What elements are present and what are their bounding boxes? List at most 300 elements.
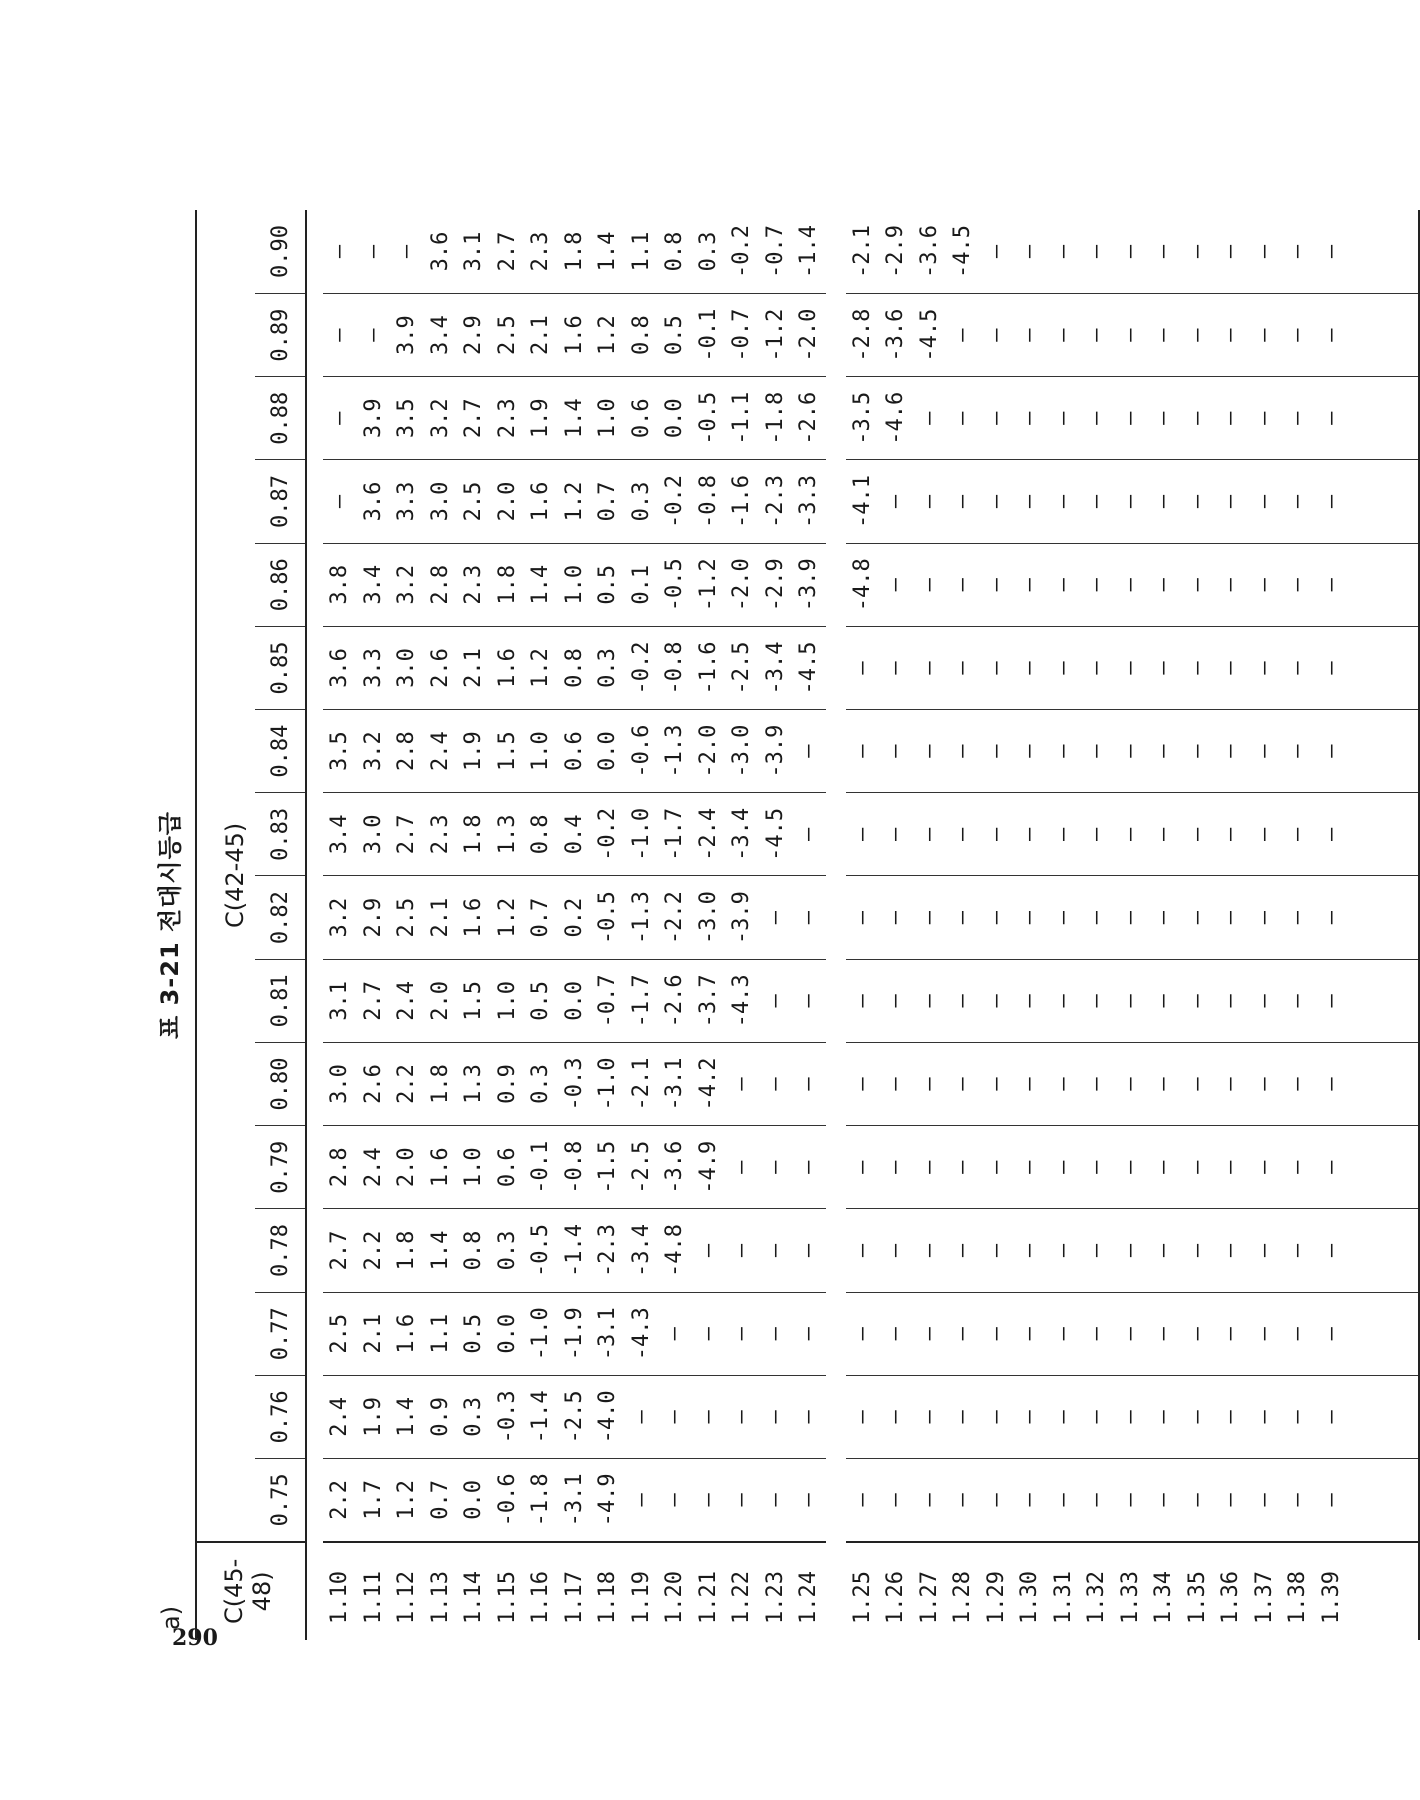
table-cell: —	[1047, 543, 1081, 626]
table-cell: -2.2	[658, 876, 692, 959]
table-cell: 2.4	[424, 710, 458, 793]
table-cell: 2.8	[390, 710, 424, 793]
table-cell: —	[1281, 543, 1315, 626]
table-cell: —	[1214, 626, 1248, 709]
table-cell: 2.4	[357, 1126, 391, 1209]
table-cell: —	[1281, 959, 1315, 1042]
table-cell: 1.4	[524, 543, 558, 626]
table-cell: -0.3	[558, 1042, 592, 1125]
table-cell: -1.3	[625, 876, 659, 959]
table-cell: 1.2	[591, 293, 625, 376]
table-cell: —	[980, 793, 1014, 876]
table-cell: —	[846, 1375, 880, 1458]
table-cell: —	[1080, 1209, 1114, 1292]
table-cell: —	[792, 793, 826, 876]
table-cell: -1.6	[725, 460, 759, 543]
table-cell: —	[1315, 626, 1349, 709]
table-cell: 1.1	[424, 1292, 458, 1375]
table-cell: -0.5	[591, 876, 625, 959]
table-cell: -1.2	[759, 293, 793, 376]
column-group-header: C(42-45)	[196, 210, 255, 1542]
table-cell: 2.5	[491, 293, 525, 376]
row-label: 1.33	[1117, 1571, 1143, 1624]
table-cell: -0.7	[725, 293, 759, 376]
table-cell: 2.6	[357, 1042, 391, 1125]
table-cell: —	[913, 377, 947, 460]
table-cell: —	[879, 1126, 913, 1209]
table-cell: —	[1248, 1209, 1282, 1292]
table-cell: 0.7	[591, 460, 625, 543]
table-cell: —	[846, 1042, 880, 1125]
column-header: 0.84	[255, 710, 306, 793]
table-row	[1047, 210, 1081, 1640]
table-cell: 1.3	[457, 1042, 491, 1125]
table-cell: 0.3	[591, 626, 625, 709]
table-cell: —	[323, 460, 357, 543]
table-cell: —	[1080, 210, 1114, 293]
table-cell: —	[1013, 377, 1047, 460]
table-row	[323, 210, 357, 1640]
table-cell: 2.8	[424, 543, 458, 626]
table-label: a)	[157, 1605, 185, 1630]
table-cell: 3.0	[323, 1042, 357, 1125]
table-cell: —	[1047, 710, 1081, 793]
table-cell: —	[913, 1042, 947, 1125]
table-cell: —	[1147, 1292, 1181, 1375]
table-cell: —	[1114, 1459, 1148, 1542]
table-cell: —	[1047, 293, 1081, 376]
table-cell: 2.5	[390, 876, 424, 959]
column-header-row	[255, 210, 306, 1640]
table-cell: —	[879, 1459, 913, 1542]
table-row	[524, 210, 558, 1640]
table-cell: —	[1281, 460, 1315, 543]
table-cell: —	[1315, 1126, 1349, 1209]
table-cell: —	[946, 876, 980, 959]
table-cell: -4.9	[692, 1126, 726, 1209]
row-label: 1.16	[528, 1571, 554, 1624]
column-header: 0.79	[255, 1126, 306, 1209]
table-cell: —	[1080, 1042, 1114, 1125]
row-header: C(45-48)	[196, 1542, 306, 1640]
table-cell: —	[323, 377, 357, 460]
table-row	[491, 210, 525, 1640]
table-cell: —	[1281, 710, 1315, 793]
table-cell: -4.3	[725, 959, 759, 1042]
table-cell: -3.1	[658, 1042, 692, 1125]
column-header: 0.89	[255, 293, 306, 376]
table-cell: -0.6	[625, 710, 659, 793]
table-cell: —	[692, 1375, 726, 1458]
table-cell: —	[1281, 1375, 1315, 1458]
table-cell: —	[658, 1292, 692, 1375]
table-cell: -3.4	[759, 626, 793, 709]
table-cell: —	[1147, 543, 1181, 626]
table-cell: 1.8	[424, 1042, 458, 1125]
table-cell: —	[1181, 1292, 1215, 1375]
table-row	[980, 210, 1014, 1640]
table-cell: —	[1147, 1459, 1181, 1542]
table-cell: -1.8	[524, 1459, 558, 1542]
column-header: 0.76	[255, 1375, 306, 1458]
table-cell: —	[692, 1292, 726, 1375]
table-cell: 2.5	[323, 1292, 357, 1375]
table-cell: —	[846, 710, 880, 793]
column-header: 0.88	[255, 377, 306, 460]
table-cell: 1.3	[491, 793, 525, 876]
table-cell: —	[759, 876, 793, 959]
table-row	[1114, 210, 1148, 1640]
table-cell: —	[946, 1209, 980, 1292]
table-cell: —	[1080, 959, 1114, 1042]
table-cell: —	[323, 293, 357, 376]
table-cell: —	[1214, 1375, 1248, 1458]
table-cell: 0.8	[457, 1209, 491, 1292]
table-row	[1147, 210, 1181, 1640]
table-cell: -2.5	[558, 1375, 592, 1458]
table-cell: —	[1013, 293, 1047, 376]
table-cell: —	[1013, 793, 1047, 876]
table-cell: 2.4	[390, 959, 424, 1042]
table-cell: —	[980, 377, 1014, 460]
table-cell: —	[1047, 626, 1081, 709]
table-cell: —	[1281, 1209, 1315, 1292]
table-cell: —	[1181, 1042, 1215, 1125]
table-cell: —	[1281, 793, 1315, 876]
column-header: 0.81	[255, 959, 306, 1042]
table-row	[913, 210, 947, 1640]
table-cell: 1.6	[457, 876, 491, 959]
column-header: 0.86	[255, 543, 306, 626]
table-cell: 1.0	[457, 1126, 491, 1209]
table-cell: 1.2	[390, 1459, 424, 1542]
table-cell: —	[913, 1375, 947, 1458]
table-cell: —	[1080, 1459, 1114, 1542]
table-cell: —	[946, 959, 980, 1042]
table-cell: —	[980, 1292, 1014, 1375]
table-cell: —	[1147, 1375, 1181, 1458]
table-cell: 1.8	[390, 1209, 424, 1292]
table-cell: —	[1181, 1375, 1215, 1458]
table-cell: 2.1	[457, 626, 491, 709]
row-label: 1.36	[1218, 1571, 1244, 1624]
table-cell: —	[1281, 1459, 1315, 1542]
row-label: 1.39	[1318, 1571, 1344, 1624]
table-cell: —	[1013, 1375, 1047, 1458]
table-cell: —	[1114, 1042, 1148, 1125]
page-number: 290	[172, 1625, 218, 1651]
table-cell: 3.0	[357, 793, 391, 876]
table-cell: —	[1315, 460, 1349, 543]
table-cell: —	[1080, 793, 1114, 876]
table-row	[625, 210, 659, 1640]
row-label: 1.32	[1084, 1571, 1110, 1624]
table-cell: 2.0	[424, 959, 458, 1042]
table-cell: —	[980, 1375, 1014, 1458]
table-cell: —	[1248, 293, 1282, 376]
table-cell: —	[1214, 293, 1248, 376]
table-cell: —	[1214, 710, 1248, 793]
table-cell: —	[879, 710, 913, 793]
table-cell: -2.3	[759, 460, 793, 543]
table-cell: -2.9	[879, 210, 913, 293]
table-cell: —	[357, 293, 391, 376]
table-cell: —	[846, 1126, 880, 1209]
table-cell: —	[913, 626, 947, 709]
table-cell: 0.9	[491, 1042, 525, 1125]
table-cell: —	[1214, 876, 1248, 959]
table-cell: -4.5	[792, 626, 826, 709]
table-cell: —	[1080, 543, 1114, 626]
table-cell: -2.1	[625, 1042, 659, 1125]
table-cell: -2.4	[692, 793, 726, 876]
table-cell: 1.2	[491, 876, 525, 959]
table-cell: —	[1181, 959, 1215, 1042]
table-cell: —	[759, 1375, 793, 1458]
table-cell: —	[1181, 210, 1215, 293]
table-cell: —	[913, 460, 947, 543]
table-cell: 1.0	[524, 710, 558, 793]
table-cell: 1.4	[390, 1375, 424, 1458]
column-header: 0.90	[255, 210, 306, 293]
table-cell: —	[946, 1375, 980, 1458]
table-cell: -1.0	[625, 793, 659, 876]
table-cell: 3.5	[323, 710, 357, 793]
row-label: 1.27	[916, 1571, 942, 1624]
table-cell: —	[792, 1375, 826, 1458]
table-cell: -4.9	[591, 1459, 625, 1542]
table-cell: 0.6	[558, 710, 592, 793]
table-cell: 2.2	[357, 1209, 391, 1292]
table-cell: —	[1047, 1042, 1081, 1125]
table-cell: —	[1315, 377, 1349, 460]
column-header: 0.77	[255, 1292, 306, 1375]
table-cell: —	[1281, 626, 1315, 709]
table-cell: —	[759, 1292, 793, 1375]
table-cell: 2.8	[323, 1126, 357, 1209]
table-cell: 1.6	[491, 626, 525, 709]
table-cell: —	[1281, 1042, 1315, 1125]
table-row	[846, 210, 880, 1640]
row-label: 1.37	[1251, 1571, 1277, 1624]
table-cell: —	[1147, 210, 1181, 293]
table-cell: —	[846, 1209, 880, 1292]
table-cell: -4.3	[625, 1292, 659, 1375]
table-cell: 2.3	[524, 210, 558, 293]
table-cell: —	[625, 1375, 659, 1458]
table-row	[946, 210, 980, 1640]
table-cell: 1.4	[591, 210, 625, 293]
table-cell: —	[879, 876, 913, 959]
table-cell: 1.0	[558, 543, 592, 626]
table-cell: 0.6	[625, 377, 659, 460]
table-cell: —	[846, 626, 880, 709]
table-cell: —	[1013, 876, 1047, 959]
table-cell: -1.5	[591, 1126, 625, 1209]
table-cell: —	[1080, 460, 1114, 543]
table-cell: —	[946, 793, 980, 876]
table-cell: 1.9	[357, 1375, 391, 1458]
table-row	[879, 210, 913, 1640]
table-cell: 0.3	[625, 460, 659, 543]
table-cell: -0.7	[591, 959, 625, 1042]
table-cell: —	[846, 1459, 880, 1542]
table-cell: —	[1315, 876, 1349, 959]
table-cell: —	[946, 1042, 980, 1125]
table-cell: -0.8	[692, 460, 726, 543]
table-cell: —	[879, 959, 913, 1042]
table-cell: 2.9	[357, 876, 391, 959]
table-cell: -1.7	[658, 793, 692, 876]
table-cell: —	[1013, 626, 1047, 709]
table-cell: —	[1248, 1375, 1282, 1458]
table-cell: 1.6	[558, 293, 592, 376]
row-label: 1.23	[762, 1571, 788, 1624]
column-header: 0.82	[255, 876, 306, 959]
table-cell: -3.5	[846, 377, 880, 460]
table-cell: -1.8	[759, 377, 793, 460]
table-cell: -0.2	[591, 793, 625, 876]
table-cell: —	[725, 1459, 759, 1542]
table-cell: 3.0	[390, 626, 424, 709]
row-label: 1.25	[849, 1571, 875, 1624]
table-cell: -2.5	[625, 1126, 659, 1209]
table-cell: -1.0	[591, 1042, 625, 1125]
table-cell: 2.1	[357, 1292, 391, 1375]
table-cell: —	[1114, 1126, 1148, 1209]
table-cell: —	[625, 1459, 659, 1542]
table-cell: —	[1114, 1209, 1148, 1292]
table-cell: —	[1147, 959, 1181, 1042]
table-cell: —	[980, 1126, 1014, 1209]
table-cell: —	[1114, 959, 1148, 1042]
table-cell: —	[1281, 1126, 1315, 1209]
table-cell: -0.8	[658, 626, 692, 709]
table-cell: —	[913, 1126, 947, 1209]
table-cell: 0.8	[558, 626, 592, 709]
table-cell: —	[1147, 626, 1181, 709]
column-header: 0.87	[255, 460, 306, 543]
table-cell: 0.4	[558, 793, 592, 876]
table-cell: —	[1080, 1292, 1114, 1375]
table-cell: —	[1181, 710, 1215, 793]
table-cell: —	[913, 543, 947, 626]
table-cell: —	[913, 959, 947, 1042]
table-cell: —	[792, 1209, 826, 1292]
table-cell: —	[1013, 710, 1047, 793]
table-cell: —	[1013, 460, 1047, 543]
table-cell: -3.9	[792, 543, 826, 626]
table-cell: —	[792, 1126, 826, 1209]
table-cell: —	[1080, 876, 1114, 959]
table-cell: -0.2	[658, 460, 692, 543]
row-label: 1.35	[1184, 1571, 1210, 1624]
table-cell: -4.5	[946, 210, 980, 293]
table-cell: —	[1315, 710, 1349, 793]
row-label: 1.21	[695, 1571, 721, 1624]
table-cell: —	[1181, 626, 1215, 709]
table-cell: —	[1248, 543, 1282, 626]
table-cell: 1.9	[524, 377, 558, 460]
table-cell: —	[1214, 460, 1248, 543]
table-cell: —	[1315, 1459, 1349, 1542]
table-cell: 1.7	[357, 1459, 391, 1542]
table-cell: —	[946, 293, 980, 376]
table-cell: —	[1315, 1375, 1349, 1458]
table-cell: —	[946, 377, 980, 460]
table-cell: 2.7	[457, 377, 491, 460]
column-header: 0.80	[255, 1042, 306, 1125]
table-cell: 2.7	[357, 959, 391, 1042]
table-cell: —	[1147, 710, 1181, 793]
table-cell: 0.0	[558, 959, 592, 1042]
table-cell: —	[658, 1459, 692, 1542]
table-cell: —	[879, 1042, 913, 1125]
table-cell: —	[792, 876, 826, 959]
table-cell: —	[846, 959, 880, 1042]
row-label: 1.18	[595, 1571, 621, 1624]
table-cell: -3.6	[913, 210, 947, 293]
table-cell: —	[1181, 1209, 1215, 1292]
table-cell: 0.8	[524, 793, 558, 876]
table-cell: —	[1214, 959, 1248, 1042]
table-cell: 0.7	[424, 1459, 458, 1542]
table-cell: —	[1315, 959, 1349, 1042]
table-cell: —	[1114, 210, 1148, 293]
table-cell: -2.1	[846, 210, 880, 293]
table-cell: 0.8	[625, 293, 659, 376]
table-cell: —	[1281, 1292, 1315, 1375]
table-cell: —	[1147, 793, 1181, 876]
table-cell: 2.2	[323, 1459, 357, 1542]
table-cell: —	[1047, 793, 1081, 876]
table-cell: —	[1248, 626, 1282, 709]
table-cell: 2.7	[323, 1209, 357, 1292]
table-cell: —	[1181, 377, 1215, 460]
table-cell: —	[1248, 460, 1282, 543]
table-cell: -0.1	[524, 1126, 558, 1209]
table-cell: -3.6	[658, 1126, 692, 1209]
table-cell: —	[1114, 626, 1148, 709]
table-cell: -0.8	[558, 1126, 592, 1209]
table-cell: -1.4	[524, 1375, 558, 1458]
table-cell: -2.0	[725, 543, 759, 626]
table-row	[692, 210, 726, 1640]
table-row	[725, 210, 759, 1640]
table-cell: —	[1047, 1375, 1081, 1458]
table-cell: —	[1047, 876, 1081, 959]
column-header: 0.85	[255, 626, 306, 709]
table-cell: -1.4	[792, 210, 826, 293]
table-cell: -0.1	[692, 293, 726, 376]
table-cell: —	[1080, 710, 1114, 793]
table-cell: -2.9	[759, 543, 793, 626]
row-label: 1.28	[950, 1571, 976, 1624]
table-cell: —	[1214, 210, 1248, 293]
table-cell: —	[1315, 293, 1349, 376]
row-label: 1.17	[561, 1571, 587, 1624]
table-cell: —	[1315, 793, 1349, 876]
table-row	[658, 210, 692, 1640]
table-cell: —	[1047, 959, 1081, 1042]
table-cell: —	[1181, 876, 1215, 959]
table-cell: —	[980, 710, 1014, 793]
row-label: 1.15	[494, 1571, 520, 1624]
table-cell: 0.5	[658, 293, 692, 376]
table-cell: 2.7	[491, 210, 525, 293]
table-cell: -1.0	[524, 1292, 558, 1375]
table-cell: —	[846, 793, 880, 876]
